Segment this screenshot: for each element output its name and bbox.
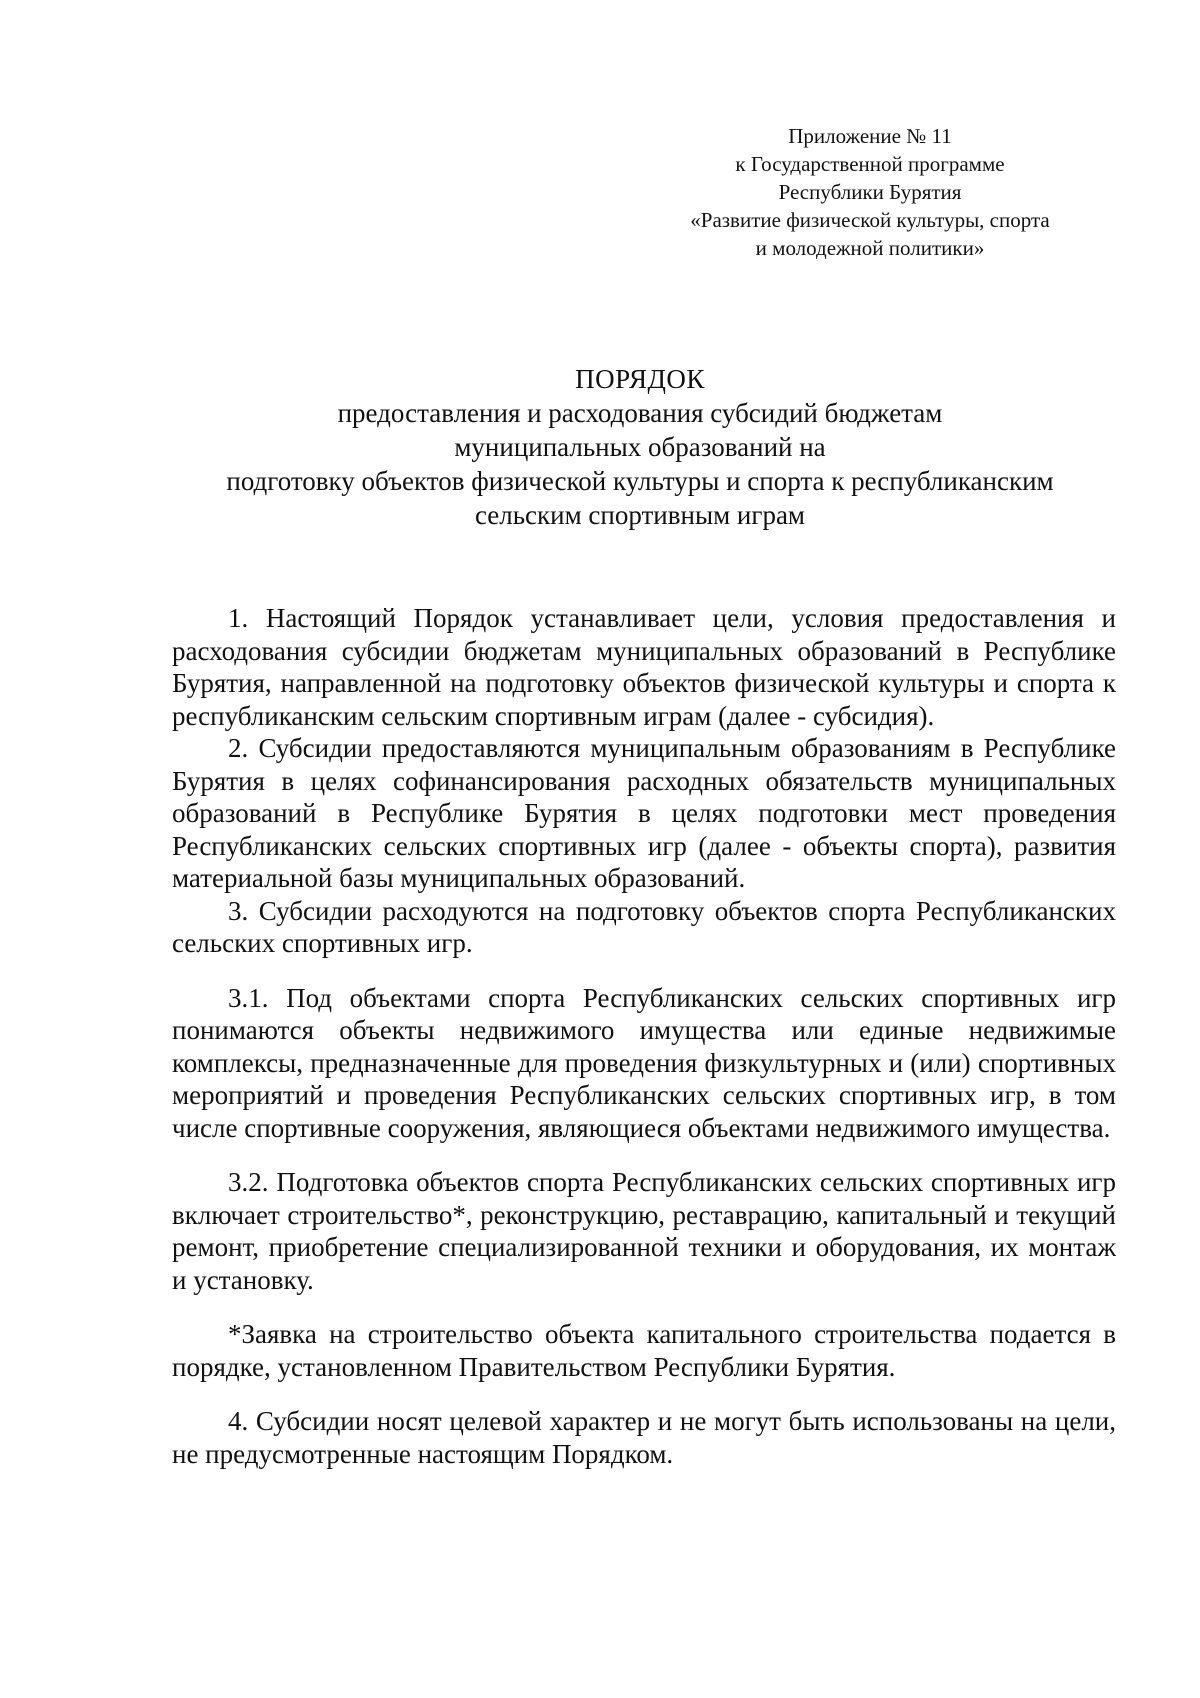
document-subtitle-line: подготовку объектов физической культуры и спорта к республиканским xyxy=(226,466,1054,496)
document-subtitle-line: предоставления и расходования субсидий бюджетам xyxy=(337,398,943,428)
paragraph-3-2: 3.2. Подготовка объектов спорта Республиканских сельских спортивных игр включает строительство*, реконструкцию, реставрацию, капитальный и текущий ремонт, приобретение специализированной техники и оборудования, их монтаж и установку. xyxy=(172,1167,1116,1295)
appendix-line: Приложение № 11 xyxy=(788,124,952,148)
footnote-paragraph: *Заявка на строительство объекта капитального строительства подается в порядке, установленном Правительством Республики Бурятия. xyxy=(172,1319,1116,1382)
appendix-line: и молодежной политики» xyxy=(755,236,985,260)
document-subtitle-line: сельским спортивным играм xyxy=(474,500,806,530)
document-title: ПОРЯДОК xyxy=(575,364,705,394)
document-body xyxy=(172,602,1116,1470)
appendix-line: к Государственной программе xyxy=(735,152,1005,176)
paragraph-1: 1. Настоящий Порядок устанавливает цели, условия предоставления и расходования субсидии бюджетам муниципальных образований в Республике Бурятия, направленной на подготовку объектов физической культуры и спорта к республиканским сельским спортивным играм (далее - субсидия). xyxy=(172,603,1116,731)
paragraph-2: 2. Субсидии предоставляются муниципальным образованиям в Республике Бурятия в целях софинансирования расходных обязательств муниципальных образований в Республике Бурятия в целях подготовки мест проведения Республиканских сельских спортивных игр (далее - объекты спорта), развития материальной базы муниципальных образований. xyxy=(172,733,1116,893)
appendix-line: «Развитие физической культуры, спорта xyxy=(690,208,1050,232)
paragraph-4: 4. Субсидии носят целевой характер и не могут быть использованы на цели, не предусмотренные настоящим Порядком. xyxy=(172,1406,1116,1469)
paragraph-3-1: 3.1. Под объектами спорта Республиканских сельских спортивных игр понимаются объекты недвижимого имущества или единые недвижимые комплексы, предназначенные для проведения физкультурных и (или) спортивных мероприятий и проведения Республиканских сельских спортивных игр, в том числе спортивные сооружения, являющиеся объектами недвижимого имущества. xyxy=(172,982,1116,1143)
paragraph-3: 3. Субсидии расходуются на подготовку объектов спорта Республиканских сельских спортивных игр. xyxy=(172,895,1116,958)
document-title-block xyxy=(160,362,1120,532)
appendix-line: Республики Бурятия xyxy=(778,180,962,204)
appendix-header xyxy=(640,122,1100,262)
document-subtitle-line: муниципальных образований на xyxy=(454,432,826,462)
